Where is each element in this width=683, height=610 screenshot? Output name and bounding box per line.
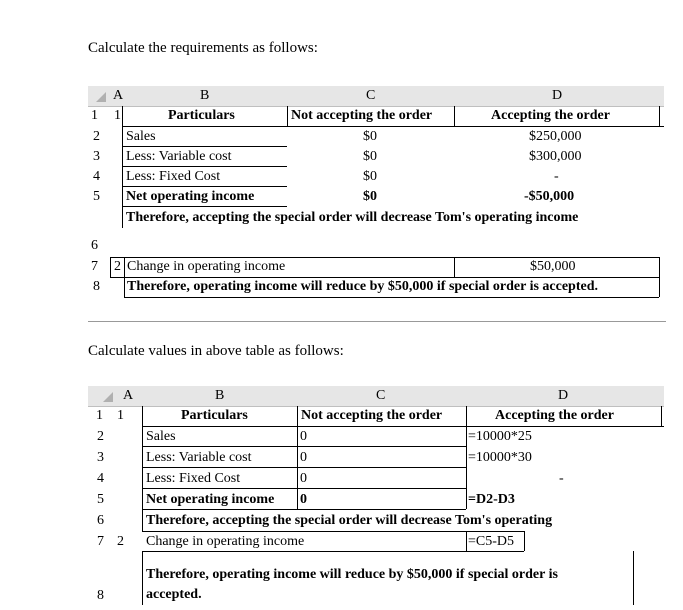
cell-c2[interactable]: $0 — [363, 129, 377, 144]
row-header-4[interactable]: 4 — [93, 169, 100, 184]
final-statement-2-line1[interactable]: Therefore, operating income will reduce by $50,000 if special order is — [146, 567, 558, 582]
header-particulars[interactable]: Particulars — [168, 108, 235, 123]
row-header-1-2[interactable]: 1 — [96, 408, 103, 423]
cell-b5-2[interactable]: Net operating income — [146, 492, 275, 507]
col-header-a[interactable]: A — [113, 88, 124, 103]
header-not-accepting-2[interactable]: Not accepting the order — [301, 408, 443, 423]
row-header-6-2[interactable]: 6 — [97, 513, 104, 528]
cell-c3-2[interactable]: 0 — [300, 450, 307, 465]
row-header-7[interactable]: 7 — [91, 259, 98, 274]
col-header-c-2[interactable]: C — [376, 388, 386, 403]
cell-d2-2[interactable]: =10000*25 — [468, 429, 532, 444]
cell-b2[interactable]: Sales — [126, 129, 156, 144]
cell-c2-2[interactable]: 0 — [300, 429, 307, 444]
cell-c3[interactable]: $0 — [363, 149, 377, 164]
col-header-d[interactable]: D — [552, 88, 563, 103]
header-not-accepting[interactable]: Not accepting the order — [291, 108, 433, 123]
header-accepting-2[interactable]: Accepting the order — [495, 408, 614, 423]
cell-c4-2[interactable]: 0 — [300, 471, 307, 486]
conclusion-text-2[interactable]: Therefore, accepting the special order will decrease Tom's operating — [146, 513, 553, 528]
col-header-b-2[interactable]: B — [215, 388, 225, 403]
row-header-7-2[interactable]: 7 — [97, 534, 104, 549]
header-particulars-2[interactable]: Particulars — [181, 408, 248, 423]
final-statement[interactable]: Therefore, operating income will reduce by $50,000 if special order is accepted. — [127, 279, 599, 294]
select-all-corner-2[interactable] — [103, 392, 113, 402]
cell-d3-2[interactable]: =10000*30 — [468, 450, 532, 465]
final-statement-2-line2[interactable]: accepted. — [146, 587, 202, 602]
cell-d4[interactable]: - — [554, 169, 559, 184]
col-header-a-2[interactable]: A — [123, 388, 134, 403]
row-header-2-2[interactable]: 2 — [97, 429, 104, 444]
cell-d2[interactable]: $250,000 — [529, 129, 582, 144]
conclusion-text[interactable]: Therefore, accepting the special order will decrease Tom's operating income — [126, 210, 579, 225]
row-header-4-2[interactable]: 4 — [97, 471, 104, 486]
cell-a1-2[interactable]: 1 — [117, 408, 124, 423]
cell-b3[interactable]: Less: Variable cost — [126, 149, 232, 164]
row-header-1[interactable]: 1 — [91, 108, 98, 123]
cell-b5[interactable]: Net operating income — [126, 189, 255, 204]
col-header-c[interactable]: C — [366, 88, 376, 103]
cell-b7[interactable]: Change in operating income — [127, 259, 286, 274]
cell-d4-2[interactable]: - — [559, 471, 564, 486]
cell-d7-2[interactable]: =C5-D5 — [468, 534, 515, 549]
cell-c5-2[interactable]: 0 — [300, 492, 307, 507]
cell-b4-2[interactable]: Less: Fixed Cost — [146, 471, 241, 486]
row-header-5[interactable]: 5 — [93, 189, 100, 204]
row-header-5-2[interactable]: 5 — [97, 492, 104, 507]
intro-heading-2: Calculate values in above table as follows: — [88, 343, 344, 359]
col-header-b[interactable]: B — [200, 88, 210, 103]
cell-d7[interactable]: $50,000 — [530, 259, 576, 274]
cell-b3-2[interactable]: Less: Variable cost — [146, 450, 252, 465]
row-header-8-2[interactable]: 8 — [97, 588, 104, 603]
row-header-3[interactable]: 3 — [93, 149, 100, 164]
cell-a7[interactable]: 2 — [114, 259, 121, 274]
cell-d3[interactable]: $300,000 — [529, 149, 582, 164]
cell-d5-2[interactable]: =D2-D3 — [468, 492, 515, 507]
col-header-d-2[interactable]: D — [558, 388, 569, 403]
row-header-2[interactable]: 2 — [93, 129, 100, 144]
cell-a7-2[interactable]: 2 — [117, 534, 124, 549]
row-header-3-2[interactable]: 3 — [97, 450, 104, 465]
header-accepting[interactable]: Accepting the order — [491, 108, 610, 123]
cell-b4[interactable]: Less: Fixed Cost — [126, 169, 221, 184]
cell-d5[interactable]: -$50,000 — [524, 189, 575, 204]
cell-c4[interactable]: $0 — [363, 169, 377, 184]
cell-b2-2[interactable]: Sales — [146, 429, 176, 444]
row-header-8[interactable]: 8 — [93, 279, 100, 294]
intro-heading-1: Calculate the requirements as follows: — [88, 40, 318, 56]
cell-a1[interactable]: 1 — [114, 108, 121, 123]
row-header-6[interactable]: 6 — [91, 238, 98, 253]
cell-c5[interactable]: $0 — [363, 189, 377, 204]
cell-b7-2[interactable]: Change in operating income — [146, 534, 305, 549]
